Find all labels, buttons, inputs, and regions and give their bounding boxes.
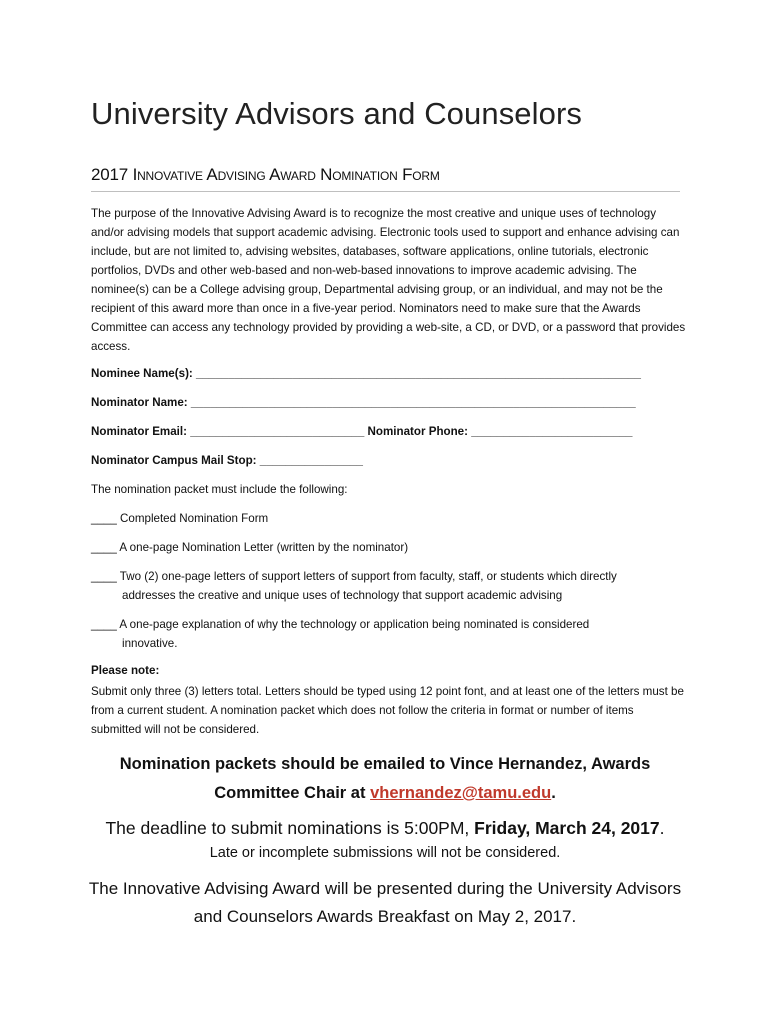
late-notice: Late or incomplete submissions will not be considered. bbox=[209, 845, 561, 861]
deadline-suffix: . bbox=[659, 818, 665, 838]
nominator-name-field: Nominator Name: _____________________________________________________________________ bbox=[91, 396, 636, 409]
note-heading: Please note: bbox=[91, 664, 160, 677]
presentation-notice: The Innovative Advising Award will be presented during the University Advisors and Counselors Awards Breakfast on May 2, 2017. bbox=[88, 879, 682, 926]
checklist-item-text: ____ A one-page Nomination Letter (written by the nominator) bbox=[91, 541, 409, 554]
submission-line-1: Nomination packets should be emailed to Vince Hernandez, Awards bbox=[119, 755, 651, 773]
submission-suffix: . bbox=[551, 784, 556, 802]
deadline-date: Friday, March 24, 2017 bbox=[474, 818, 660, 838]
mail-stop-field: Nominator Campus Mail Stop: ________________ bbox=[91, 454, 363, 467]
checklist-item-text: ____ A one-page explanation of why the technology or application being nominated is considered bbox=[91, 618, 590, 631]
checklist-item-text: ____ Completed Nomination Form bbox=[91, 512, 269, 525]
checklist-item-continuation: addresses the creative and unique uses of technology that support academic advising bbox=[122, 589, 563, 602]
page-title: University Advisors and Counselors bbox=[91, 96, 582, 131]
note-body: Submit only three (3) letters total. Letters should be typed using 12 point font, and at least one of the letters must be from a current student. A nomination packet which does not follow the criteria in format or number of items submitted will not be considered. bbox=[91, 685, 684, 736]
divider bbox=[91, 191, 680, 192]
submission-prefix: Committee Chair at bbox=[214, 784, 371, 802]
submission-line-2 bbox=[40, 779, 730, 808]
checklist-item bbox=[91, 538, 691, 557]
subtitle-text: Innovative Advising Award Nomination Form bbox=[132, 165, 440, 184]
nominator-phone-field: Nominator Phone: _________________________ bbox=[364, 425, 633, 438]
checklist-item bbox=[91, 615, 691, 653]
deadline-prefix: The deadline to submit nominations is 5:00PM, bbox=[105, 818, 475, 838]
subtitle-year: 2017 bbox=[91, 165, 129, 184]
nominator-contact-row bbox=[91, 425, 632, 438]
checklist-item bbox=[91, 567, 691, 605]
deadline-line bbox=[40, 815, 730, 841]
chair-email-link[interactable]: vhernandez@tamu.edu bbox=[370, 784, 552, 802]
form-subtitle bbox=[91, 165, 440, 185]
checklist-item bbox=[91, 509, 691, 528]
nominee-name-field: Nominee Name(s): _____________________________________________________________________ bbox=[91, 367, 641, 380]
purpose-paragraph: The purpose of the Innovative Advising Award is to recognize the most creative and unique uses of technology and/or advising models that support academic advising. Electronic tools used to support and enhance advising can include, but are not limited to, advising websites, databases, software applications, online tutorials, electronic portfolios, DVDs and other web-based and non-web-based innovations to improve academic advising. The nominee(s) can be a College advising group, Departmental advising group, or an individual, and may not be the recipient of this award more than once in a five-year period. Nominators need to make sure that the Awards Committee can access any technology provided by providing a web-site, a CD, or DVD, or a password that provides access. bbox=[91, 207, 686, 353]
checklist-item-continuation: innovative. bbox=[122, 637, 178, 650]
submission-instructions bbox=[40, 750, 730, 808]
packet-intro: The nomination packet must include the following: bbox=[91, 483, 348, 496]
checklist-item-text: ____ Two (2) one-page letters of support letters of support from faculty, staff, or students which directly bbox=[91, 570, 617, 583]
nominator-email-field: Nominator Email: ___________________________ bbox=[91, 425, 365, 438]
